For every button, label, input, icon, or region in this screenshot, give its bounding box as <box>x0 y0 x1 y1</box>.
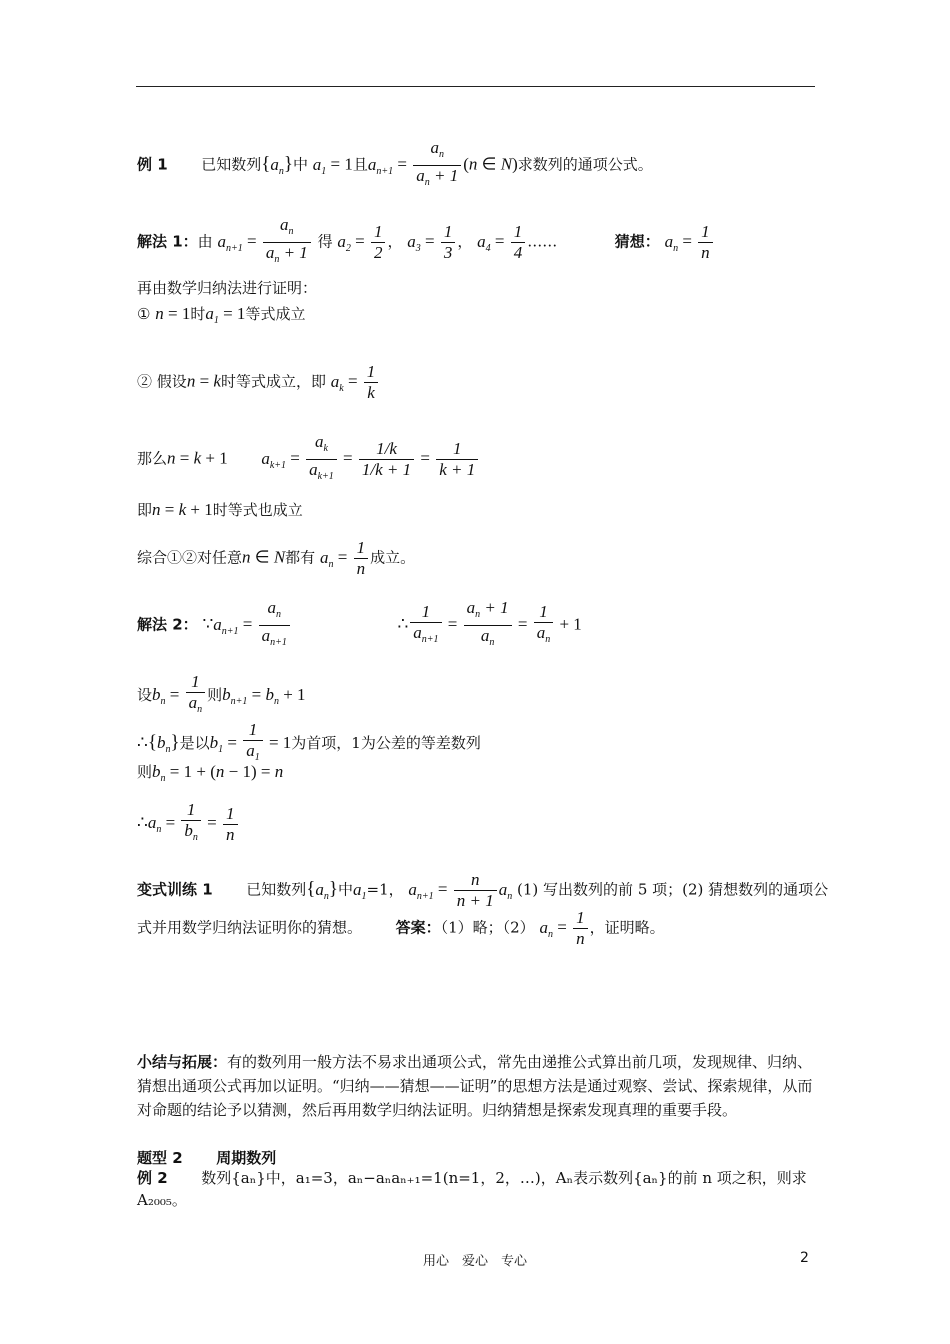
proof-step-2: ② 假设n = k时等式成立，即 $a_k$ = $\frac{1}{k}$ <box>137 362 380 403</box>
example-2: 例 2 数列{aₙ}中，a₁=3，aₙ−aₙaₙ₊₁=1(n=1，2，…)，Aₙ表示数列{aₙ}的前 n 项之积，则求 A₂₀₀₅。 <box>137 1169 807 1209</box>
example-1-label: 例 1 <box>137 155 168 174</box>
solution-2-arith: $\therefore\{b_n\}$是以$b_1$ = $\frac{1}{a_1}$ = 1为首项，1为公差的等差数列 <box>137 720 481 763</box>
topic-2-heading: 题型 2 周期数列 <box>137 1149 277 1167</box>
proof-intro: 再由数学归纳法进行证明： <box>137 279 318 297</box>
header-rule <box>136 86 815 87</box>
solution-2-bn: 则$b_n = 1 + (n - 1) = n$ <box>137 762 284 784</box>
proof-conclusion: 综合①②对任意n ∈ N都有 $a_n$ = $\frac{1}{n}$ 成立。 <box>137 538 416 578</box>
solution-2-let: 设$b_n$ = $\frac{1}{a_n}$ 则$b_{n+1} = b_n + 1$ <box>137 672 306 715</box>
solution-2: 解法 2： $\because a_{n+1}$ = $\frac{a_n}{a_{n+1}}$ ∴ $\frac{1}{a_{n+1}}$ = $\frac{a_n + 1}{a_n}$ = $\frac{1}{a_n}$ + 1 <box>137 598 582 648</box>
variant-1-line2: 式并用数学归纳法证明你的猜想。 答案：（1）略；（2） $a_n$ = $\frac{1}{n}$ ，证明略。 <box>137 908 665 948</box>
proof-holds: 即n = k + 1时等式也成立 <box>137 500 303 519</box>
proof-induction-step: 那么n = k + 1 $a_{k+1}$ = $\frac{a_k}{a_{k+1}}$ = $\frac{1/k}{1/k + 1}$ = $\frac{1}{k + 1}$ <box>137 432 480 487</box>
page-number: 2 <box>800 1250 809 1266</box>
solution-1: 解法 1：由 $a_{n+1}$ = $\frac{a_n}{a_n + 1}$ 得 $a_2$ = $\frac{1}{2}$ ， $a_3$ = $\frac{1}{3}$ ， $a_4$ = $\frac{1}{4}$ …… 猜想： $a_n$ = $\frac{1}{n}$ <box>137 215 715 270</box>
proof-step-1: ① n = 1时$a_1 = 1$等式成立 <box>137 304 306 326</box>
summary-paragraph: 小结与拓展：有的数列用一般方法不易求出通项公式，常先由递推公式算出前几项，发现规律、归纳、猜想出通项公式再加以证明。“归纳——猜想——证明”的思想方法是通过观察、尝试、探索规律，从而对命题的结论予以猜测，然后再用数学归纳法证明。归纳猜想是探索发现真理的重要手段。 <box>137 1053 813 1119</box>
page-footer: 用心 爱心 专心 <box>422 1254 527 1269</box>
variant-1: 变式训练 1 已知数列$\{a_n\}$中$a_1=1$， $a_{n+1}$ = $\frac{n}{n + 1}$ $a_n$ (1) 写出数列的前 5 项；(2) 猜想数列的通项公 <box>137 870 829 910</box>
solution-2-an: $\therefore a_n$ = $\frac{1}{b_n}$ = $\frac{1}{n}$ <box>137 800 240 848</box>
example-1: 例 1 已知数列$\{a_n\}$中 $a_1 = 1$且$a_{n+1}$ = $\frac{a_n}{a_n + 1}$ (n ∈ N)求数列的通项公式。 <box>137 138 653 188</box>
